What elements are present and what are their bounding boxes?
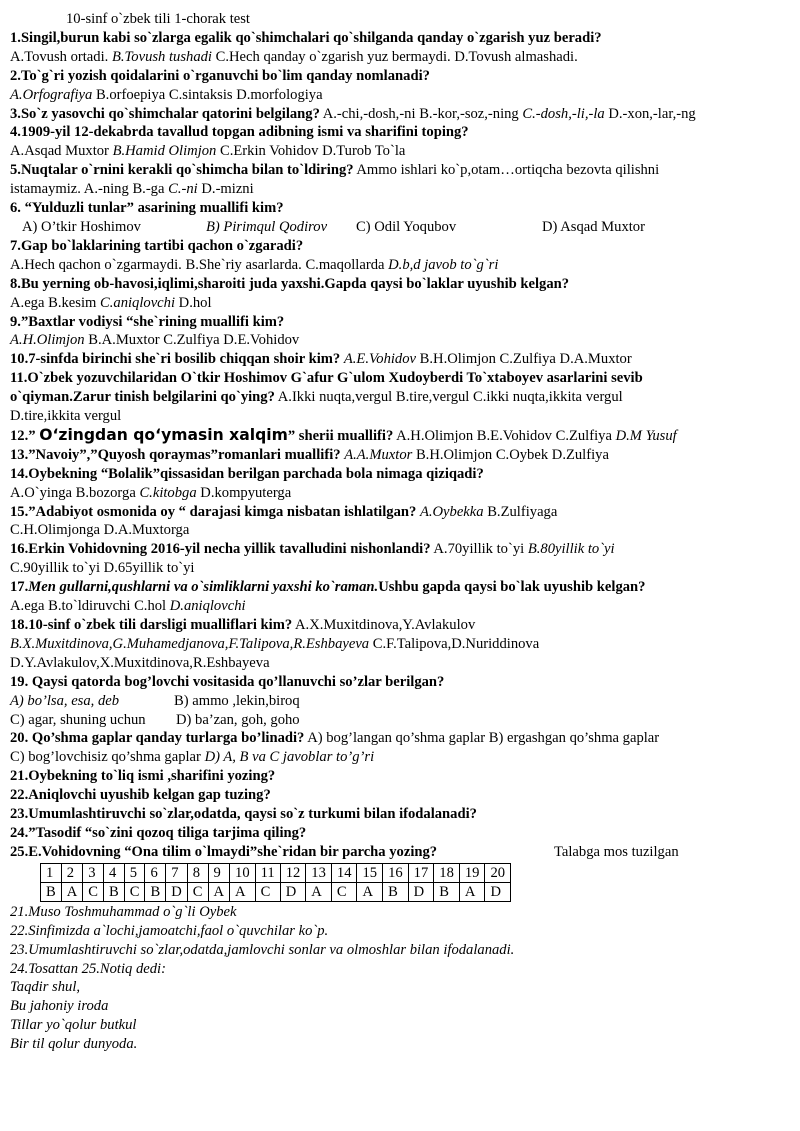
question-6: 6. “Yulduzli tunlar” asarining muallifi kim? [10,200,284,217]
answer-key-number-16: 16 [383,863,409,882]
question-24: 24.”Tasodif “so`zini qozoq tiliga tarjima qiling? [10,824,307,841]
question-13: 13.”Navoiy”,”Quyosh qoraymas”romanlari muallifi? A.A.Muxtor B.H.Olimjon C.Oybek D.Zulfiya [10,446,609,463]
answer-key-answer-16: B [383,882,409,901]
question-21: 21.Oybekning to`liq ismi ,sharifini yozing? [10,768,276,785]
answer-key-answer-4: B [104,882,125,901]
answer-key-number-5: 5 [124,863,145,882]
options-16: C.90yillik to`yi D.65yillik to`yi [10,560,195,577]
answer-key-answer-19: A [459,882,485,901]
question-19: 19. Qaysi qatorda bog’lovchi vositasida qo’llanuvchi so’zlar berilgan? [10,673,445,690]
options-18: B.X.Muxitdinova,G.Muhamedjanova,F.Talipova,R.Eshbayeva C.F.Talipova,D.Nuriddinova [10,635,540,652]
poem-line-1: Taqdir shul, [10,979,81,996]
answer-key-number-20: 20 [485,863,511,882]
poem-line-2: Bu jahoniy iroda [10,998,109,1015]
options-11: D.tire,ikkita vergul [10,408,122,425]
answer-key-answer-2: A [61,882,83,901]
answer-key-answer-13: A [306,882,332,901]
options-1: A.Tovush ortadi. B.Tovush tushadi C.Hech qanday o`zgarish yuz bermaydi. D.Tovush almashadi. [10,48,578,65]
question-23: 23.Umumlashtiruvchi so`zlar,odatda, qaysi so`z turkumi bilan ifodalanadi? [10,806,477,823]
answer-24-25: 24.Tosattan 25.Notiq dedi: [10,960,166,977]
answer-key-answer-12: D [280,882,306,901]
answer-key-number-1: 1 [41,863,62,882]
answer-key-answer-18: B [434,882,460,901]
answer-key-number-7: 7 [166,863,188,882]
options-15: C.H.Olimjonga D.A.Muxtorga [10,522,190,539]
poem-line-3: Tillar yo`qolur butkul [10,1017,137,1034]
options-17: A.ega B.to`ldiruvchi C.hol D.aniqlovchi [10,598,246,615]
poem-line-4: Bir til qolur dunyoda. [10,1036,138,1053]
question-18: 18.10-sinf o`zbek tili darsligi mualliflari kim? A.X.Muxitdinova,Y.Avlakulov [10,617,476,633]
answer-22: 22.Sinfimizda a`lochi,jamoatchi,faol o`quvchilar ko`p. [10,922,329,939]
question-1: 1.Singil,burun kabi so`zlarga egalik qo`shimchalari qo`shilganda qanday o`zgarish yuz beradi? [10,29,602,46]
question-11-cont: o`qiyman.Zarur tinish belgilarini qo`ying? A.Ikki nuqta,vergul B.tire,vergul C.ikki nuqta,ikkita vergul [10,389,623,406]
answer-key-number-12: 12 [280,863,306,882]
answer-key-number-14: 14 [331,863,357,882]
answer-23: 23.Umumlashtiruvchi so`zlar,odatda,jamlovchi sonlar va olmoshlar bilan ifodalanadi. [10,941,515,958]
question-16: 16.Erkin Vohidovning 2016-yil necha yillik tavalludini nishonlandi? A.70yillik to`yi B.80yillik to`yi [10,541,615,558]
answer-key-answers [41,882,511,901]
question-3: 3.So`z yasovchi qo`shimchalar qatorini belgilang? A.-chi,-dosh,-ni B.-kor,-soz,-ning C.-dosh,-li,-la D.-xon,-lar,-ng [10,105,696,122]
answer-key-answer-9: A [208,882,230,901]
answer-key-number-17: 17 [408,863,434,882]
options-20: C) bog’lovchisiz qo’shma gaplar D) A, B va C javoblar to’g’ri [10,749,375,766]
question-22: 22.Aniqlovchi uyushib kelgan gap tuzing? [10,787,271,804]
answer-key-number-6: 6 [145,863,166,882]
answer-key-answer-17: D [408,882,434,901]
options-2: A.Orfografiya B.orfoepiya C.sintaksis D.morfologiya [10,86,323,103]
answer-key-number-4: 4 [104,863,125,882]
options-19-cont: C) agar, shuning uchun D) ba’zan, goh, goho [10,711,300,728]
answer-key-numbers [41,863,511,882]
answer-key-number-18: 18 [434,863,460,882]
answer-key-answer-15: A [357,882,383,901]
question-2: 2.To`g`ri yozish qoidalarini o`rganuvchi bo`lim qanday nomlanadi? [10,67,430,84]
answer-key-number-9: 9 [208,863,230,882]
question-8: 8.Bu yerning ob-havosi,iqlimi,sharoiti juda yaxshi.Gapda qaysi bo`laklar uyushib kelgan? [10,275,570,292]
answer-key-number-8: 8 [187,863,208,882]
answer-key-answer-8: C [187,882,208,901]
question-7: 7.Gap bo`laklarining tartibi qachon o`zgaradi? [10,237,304,254]
question-9: 9.”Baxtlar vodiysi “she`rining muallifi kim? [10,313,285,330]
question-15: 15.”Adabiyot osmonida oy “ darajasi kimga nisbatan ishlatilgan? A.Oybekka B.Zulfiyaga [10,503,558,520]
answer-key-answer-20: D [485,882,511,901]
question-5: 5.Nuqtalar o`rnini kerakli qo`shimcha bilan to`ldiring? Ammo ishlari ko`p,otam…ortiqcha bezovta qilishni [10,162,660,179]
answer-key-answer-10: A [230,882,256,901]
question-20: 20. Qo’shma gaplar qanday turlarga bo’linadi? A) bog’langan qo’shma gaplar B) ergashgan qo’shma gaplar [10,730,660,747]
answer-key-number-2: 2 [61,863,83,882]
answer-key-answer-6: B [145,882,166,901]
answer-key-number-15: 15 [357,863,383,882]
question-14: 14.Oybekning “Bolalik”qissasidan berilgan parchada bola nimaga qiziqadi? [10,465,484,482]
answer-key-answer-1: B [41,882,62,901]
answer-key-answer-14: C [331,882,357,901]
answer-key-number-11: 11 [255,863,280,882]
answer-key-number-10: 10 [230,863,256,882]
options-18-cont: D.Y.Avlakulov,X.Muxitdinova,R.Eshbayeva [10,654,270,671]
answer-21: 21.Muso Toshmuhammad o`g`li Oybek [10,903,237,920]
footer-note: Talabga mos tuzilgan [554,843,679,860]
options-6: A) O’tkir Hoshimov B) Pirimqul Qodirov C) Odil Yoqubov D) Asqad Muxtor [22,218,645,235]
options-8: A.ega B.kesim C.aniqlovchi D.hol [10,294,212,311]
options-14: A.O`yinga B.bozorga C.kitobga D.kompyuterga [10,484,292,501]
page-title: 10-sinf o`zbek tili 1-chorak test [66,11,250,27]
options-9: A.H.Olimjon B.A.Muxtor C.Zulfiya D.E.Vohidov [10,332,300,349]
answer-key-number-19: 19 [459,863,485,882]
question-12: 12.” O‘zingdan qo‘ymasin xalqim” sherii muallifi? A.H.Olimjon B.E.Vohidov C.Zulfiya D.M Yusuf [10,425,677,444]
options-19: A) bo’lsa, esa, deb B) ammo ,lekin,biroq [10,692,300,709]
question-4: 4.1909-yil 12-dekabrda tavallud topgan adibning ismi va sharifini toping? [10,124,469,141]
options-7: A.Hech qachon o`zgarmaydi. B.She`riy asarlarda. C.maqollarda D.b,d javob to`g`ri [10,256,499,273]
answer-key-answer-11: C [255,882,280,901]
options-4: A.Asqad Muxtor B.Hamid Olimjon C.Erkin Vohidov D.Turob To`la [10,143,406,160]
answer-key-answer-5: C [124,882,145,901]
answer-key-number-3: 3 [83,863,104,882]
answer-key-answer-3: C [83,882,104,901]
options-5: istamaymiz. A.-ning B.-ga C.-ni D.-mizni [10,181,254,198]
answer-key-table [40,863,511,902]
question-25: 25.E.Vohidovning “Ona tilim o`lmaydi”she`ridan bir parcha yozing? Talabga mos tuzilgan [10,843,679,860]
answer-key-answer-7: D [166,882,188,901]
answer-key-number-13: 13 [306,863,332,882]
question-11: 11.O`zbek yozuvchilaridan O`tkir Hoshimov G`afur G`ulom Xudoyberdi To`xtaboyev asarlarini sevib [10,370,643,387]
question-10: 10.7-sinfda birinchi she`ri bosilib chiqqan shoir kim? A.E.Vohidov B.H.Olimjon C.Zulfiya D.A.Muxtor [10,351,632,368]
question-17: 17.Men gullarni,qushlarni va o`simliklarni yaxshi ko`raman.Ushbu gapda qaysi bo`lak uyushib kelgan? [10,579,646,596]
